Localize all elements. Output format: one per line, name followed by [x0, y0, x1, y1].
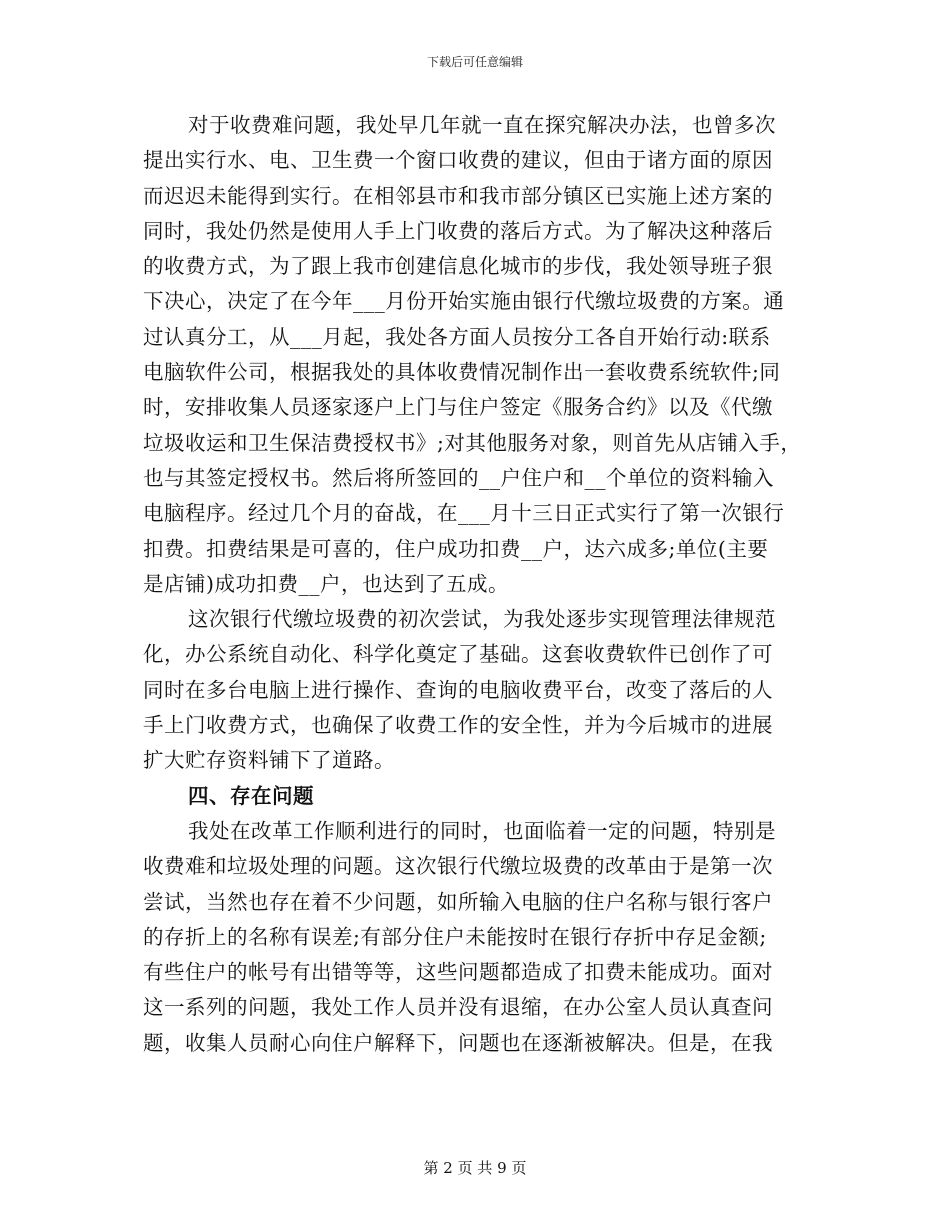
text-line: 的存折上的名称有误差;有部分住户未能按时在银行存折中存足金额; — [143, 924, 767, 949]
text-line: 我处在改革工作顺利进行的同时，也面临着一定的问题，特别是 — [188, 818, 776, 843]
document-body — [143, 108, 805, 1061]
text-line: 手上门收费方式，也确保了收费工作的安全性，并为今后城市的进展 — [143, 713, 773, 738]
text-line: 收费难和垃圾处理的问题。这次银行代缴垃圾费的改革由于是第一次 — [143, 854, 773, 879]
text-line: 下决心，决定了在今年___月份开始实施由银行代缴垃圾费的方案。通 — [143, 289, 785, 314]
text-line: 尝试，当然也存在着不少问题，如所输入电脑的住户名称与银行客户 — [143, 889, 773, 914]
text-line: 扩大贮存资料铺下了道路。 — [143, 748, 395, 773]
text-line: 电脑程序。经过几个月的奋战，在___月十三日正式实行了第一次银行 — [143, 501, 785, 526]
text-line: 过认真分工，从___月起，我处各方面人员按分工各自开始行动:联系 — [143, 324, 771, 349]
text-line: 提出实行水、电、卫生费一个窗口收费的建议，但由于诸方面的原因 — [143, 148, 773, 173]
text-line: 垃圾收运和卫生保洁费授权书》;对其他服务对象，则首先从店铺入手， — [143, 430, 802, 455]
text-line: 同时，我处仍然是使用人手上门收费的落后方式。为了解决这种落后 — [143, 218, 773, 243]
text-line: 这一系列的问题，我处工作人员并没有退缩，在办公室人员认真查问 — [143, 995, 773, 1020]
section-heading: 四、存在问题 — [188, 783, 314, 808]
text-line: 电脑软件公司，根据我处的具体收费情况制作出一套收费系统软件;同 — [143, 360, 781, 385]
text-line: 这次银行代缴垃圾费的初次尝试，为我处逐步实现管理法律规范 — [188, 607, 776, 632]
text-line: 题，收集人员耐心向住户解释下，问题也在逐渐被解决。但是，在我 — [143, 1030, 773, 1055]
text-line: 是店铺)成功扣费__户，也达到了五成。 — [143, 571, 509, 596]
page-footer: 第 2 页 共 9 页 — [423, 1159, 527, 1177]
page-header: 下载后可任意编辑 — [426, 55, 523, 69]
text-line: 扣费。扣费结果是可喜的，住户成功扣费__户，达六成多;单位(主要 — [143, 536, 769, 561]
text-line: 同时在多台电脑上进行操作、查询的电脑收费平台，改变了落后的人 — [143, 677, 773, 702]
text-line: 对于收费难问题，我处早几年就一直在探究解决办法，也曾多次 — [188, 113, 776, 137]
text-line: 也与其签定授权书。然后将所签回的__户住户和__个单位的资料输入 — [143, 465, 774, 490]
text-line: 时，安排收集人员逐家逐户上门与住户签定《服务合约》以及《代缴 — [143, 395, 773, 420]
text-line: 化，办公系统自动化、科学化奠定了基础。这套收费软件已创作了可 — [143, 642, 773, 667]
text-line: 的收费方式，为了跟上我市创建信息化城市的步伐，我处领导班子狠 — [143, 254, 773, 279]
text-line: 而迟迟未能得到实行。在相邻县市和我市部分镇区已实施上述方案的 — [143, 183, 773, 208]
text-line: 有些住户的帐号有出错等等，这些问题都造成了扣费未能成功。面对 — [143, 960, 773, 985]
